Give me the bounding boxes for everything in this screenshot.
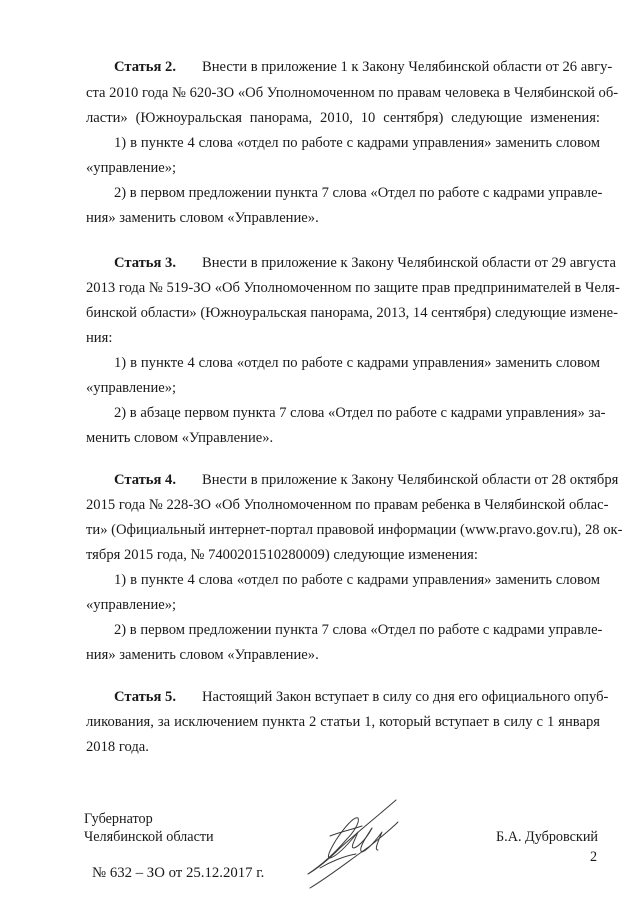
article-4-item-2-cont: ния» заменить словом «Управление». — [86, 647, 319, 663]
article-3-heading-line — [114, 254, 616, 272]
article-5-line-2: ликования, за исключением пункта 2 статьи 1, который вступает в силу с 1 января — [86, 714, 600, 730]
article-3-item-2: 2) в абзаце первом пункта 7 слова «Отдел по работе с кадрами управления» за- — [114, 405, 606, 421]
article-3-line-1: Внести в приложение к Закону Челябинской области от 29 августа — [202, 255, 616, 271]
article-4-line-4: тября 2015 года, № 7400201510280009) следующие изменения: — [86, 547, 478, 563]
article-2-item-2-cont: ния» заменить словом «Управление». — [86, 210, 319, 226]
signatory-region: Челябинской области — [84, 829, 214, 845]
article-3-line-3: бинской области» (Южноуральская панорама, 2013, 14 сентября) следующие измене- — [86, 305, 619, 321]
handwritten-signature — [300, 796, 410, 892]
article-3-line-2: 2013 года № 519-ЗО «Об Уполномоченном по защите прав предпринимателей в Челя- — [86, 280, 620, 296]
article-2-item-1-cont: «управление»; — [86, 160, 177, 176]
article-4-item-2: 2) в первом предложении пункта 7 слова «Отдел по работе с кадрами управле- — [114, 622, 603, 638]
article-4-item-1-cont: «управление»; — [86, 597, 177, 613]
article-4-heading-line — [114, 471, 619, 489]
article-4-label: Статья 4. — [114, 472, 176, 488]
article-3-item-1-cont: «управление»; — [86, 380, 177, 396]
article-2-line-1: Внести в приложение 1 к Закону Челябинской области от 26 авгу- — [202, 59, 613, 75]
article-5-heading-line — [114, 688, 609, 706]
page-number: 2 — [590, 849, 598, 865]
article-4-item-1: 1) в пункте 4 слова «отдел по работе с кадрами управления» заменить словом — [114, 572, 600, 588]
article-5-label: Статья 5. — [114, 689, 176, 705]
article-3-item-1: 1) в пункте 4 слова «отдел по работе с кадрами управления» заменить словом — [114, 355, 600, 371]
article-3-line-4: ния: — [86, 330, 113, 346]
article-2-heading-line — [114, 58, 613, 76]
law-number: № 632 – ЗО от 25.12.2017 г. — [92, 865, 265, 881]
article-2-line-2: ста 2010 года № 620-ЗО «Об Уполномоченном по правам человека в Челябинской об- — [86, 85, 619, 101]
article-4-line-2: 2015 года № 228-ЗО «Об Уполномоченном по правам ребенка в Челябинской облас- — [86, 497, 609, 513]
signatory-position: Губернатор — [84, 811, 153, 827]
article-4-line-3: ти» (Официальный интернет-портал правовой информации (www.pravo.gov.ru), 28 ок- — [86, 522, 623, 538]
article-2-item-2: 2) в первом предложении пункта 7 слова «Отдел по работе с кадрами управле- — [114, 185, 603, 201]
article-5-line-1: Настоящий Закон вступает в силу со дня его официального опуб- — [202, 689, 609, 705]
article-2-item-1: 1) в пункте 4 слова «отдел по работе с кадрами управления» заменить словом — [114, 135, 600, 151]
article-3-label: Статья 3. — [114, 255, 176, 271]
article-5-line-3: 2018 года. — [86, 739, 149, 755]
article-2-label: Статья 2. — [114, 59, 176, 75]
signatory-name: Б.А. Дубровский — [496, 829, 599, 845]
article-3-item-2-cont: менить словом «Управление». — [86, 430, 274, 446]
article-4-line-1: Внести в приложение к Закону Челябинской области от 28 октября — [202, 472, 619, 488]
article-2-line-3: ласти» (Южноуральская панорама, 2010, 10 сентября) следующие изменения: — [86, 110, 600, 126]
